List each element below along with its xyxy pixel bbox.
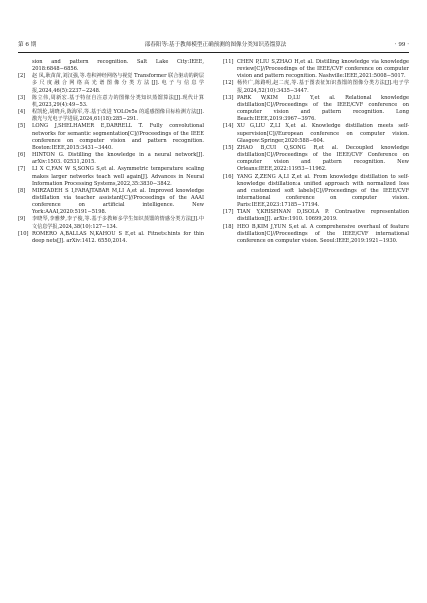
reference-text: 杨传广,陈路明,赵二虎,等.基于图表征知识蒸馏的图像分类方法[J].电子学报,2024,52(10):3435−3447.: [237, 80, 409, 94]
reference-number: [14]: [223, 123, 234, 130]
reference-number: [12]: [223, 80, 234, 87]
reference-text: HINTON G. Distilling the knowledge in a neural network[J]. arXiv:1503. 02531,2015.: [32, 152, 204, 166]
reference-text: ROMERO A,BALLAS N,KAHOU S E,et al. Fitnets:hints for thin deep nets[J]. arXiv:1412. 6550,2014.: [32, 230, 204, 244]
right-column: [223, 59, 409, 245]
reference-number: [10]: [18, 230, 29, 237]
reference-item: [18, 109, 204, 123]
reference-text: HEO B,KIM J,YUN S,et al. A comprehensive overhaul of feature distillation[C]//Proceedings of the IEEE/CVF international conference on computer vision. Seoul:IEEE,2019:1921−1930.: [237, 223, 409, 244]
reference-number: [16]: [223, 173, 234, 180]
reference-text: PARK W,KIM D,LU Y,et al. Relational knowledge distillation[C]//Proceedings of the IEEE/CVF conference on computer vision and pattern recognition. Long Beach:IEEE,2019:3967−3976.: [237, 94, 409, 123]
reference-number: [15]: [223, 144, 234, 151]
reference-number: [13]: [223, 94, 234, 101]
reference-item: [223, 209, 409, 223]
reference-item: [223, 59, 409, 80]
reference-text: CHEN P,LIU S,ZHAO H,et al. Distilling knowledge via knowledge review[C]//Proceedings of the IEEE/CVF conference on computer vision and pattern recognition. Nashville:IEEE,2021:5008−5017.: [237, 59, 409, 80]
page-number: · 99 ·: [394, 42, 409, 48]
reference-number: [11]: [223, 59, 234, 65]
reference-item: [18, 216, 204, 230]
page-header: [18, 42, 409, 49]
reference-item: [18, 231, 204, 245]
left-column: [18, 59, 204, 245]
reference-number: [18]: [223, 223, 234, 230]
reference-item: [223, 174, 409, 210]
reference-item: [223, 145, 409, 174]
reference-text: MIRZADEH S I,FARAJTABAR M,LI A,et al. Improved knowledge distillation via teacher assistant[C]//Proceedings of the AAAI conference on artificial intelligence. New York:AAAI,2020:5191−5198.: [32, 187, 204, 216]
header-rule: [18, 52, 409, 53]
reference-text: ZHAO B,CUI Q,SONG R,et al. Decoupled knowledge distillation[C]//Proceedings of the IEEE/CVF Conference on computer vision and pattern recognition. New Orleans:IEEE,2022:11953−11962.: [237, 144, 409, 173]
reference-text: 陈立伟,周新宏.基于特征自注意力的图像分类知识蒸馏算法[J].现代计算机,2023,29(4):49−53.: [32, 94, 204, 108]
reference-number: [9]: [18, 216, 26, 223]
reference-number: [5]: [18, 123, 26, 130]
reference-text: YANG Z,ZENG A,LI Z,et al. From knowledge distillation to self-knowledge distillation:a unified approach with normalized loss and customized soft labels[C]//Proceedings of the IEEE/CVF international conference on computer vision. Paris:IEEE,2023:17185−17194.: [237, 173, 409, 209]
running-title: 邵春阳等:基于教师模型正确预测的图像分类知识蒸馏算法: [144, 42, 287, 48]
reference-number: [4]: [18, 109, 26, 116]
issue-number: 第 6 期: [18, 42, 37, 48]
reference-number: [2]: [18, 73, 26, 80]
reference-text: LI X C,FAN W S,SONG S,et al. Asymmetric temperature scaling makes larger networks teach well again[J]. Advances in Neural Information Processing Systems,2022,35:3830−3842.: [32, 166, 204, 187]
reference-text: 赵 凤,耿苗苗,刘汉强,等.卷积神经网络与视觉 Transformer 联合驱动的跨层多尺度融合网络高光谱图像分类方法[J].电子与信息学报,2024,46(5):2237−2248.: [32, 73, 204, 94]
reference-number: [3]: [18, 94, 26, 101]
reference-number: [6]: [18, 152, 26, 159]
reference-text: 程凯伦,胡晓兵,陈海军,等.基于改进 YOLOv5s 的遥感图像目标检测方法[J].激光与光电子学进展,2024,61(18):285−291.: [32, 109, 204, 123]
reference-item: [223, 80, 409, 94]
reference-text: XU G,LIU Z,LI X,et al. Knowledge distillation meets self-supervision[C]//European conference on computer vision. Glasgow:Springer,2020:588−604.: [237, 123, 409, 144]
reference-number: [7]: [18, 166, 26, 173]
reference-number: [8]: [18, 187, 26, 194]
reference-item: [18, 95, 204, 109]
reference-item: [223, 95, 409, 124]
reference-item: [223, 224, 409, 245]
reference-item: [18, 123, 204, 152]
reference-number: [17]: [223, 209, 234, 216]
reference-continuation: [18, 59, 204, 73]
reference-text: TIAN Y,KRISHNAN D,ISOLA P. Contrastive representation distillation[J]. arXiv:1910. 10699,2019.: [237, 209, 409, 223]
reference-item: [223, 123, 409, 144]
reference-item: [18, 73, 204, 94]
reference-text: 李晓琴,李雅梦,李子俊,等.基于多教师多学生知识蒸馏的情感分类方法[J].中文信息学报,2024,38(10):127−134.: [32, 216, 204, 230]
reference-item: [18, 188, 204, 217]
reference-item: [18, 166, 204, 187]
reference-text: sion and pattern recognition. Salt Lake City:IEEE, 2018:6848−6856.: [32, 59, 204, 73]
reference-item: [18, 152, 204, 166]
reference-text: LONG J,SHELHAMER E,DARRELL T. Fully convolutional networks for semantic segmentation[C]//Proceedings of the IEEE conference on computer vision and pattern recognition. Boston:IEEE,2015:3431−3440.: [32, 123, 204, 151]
